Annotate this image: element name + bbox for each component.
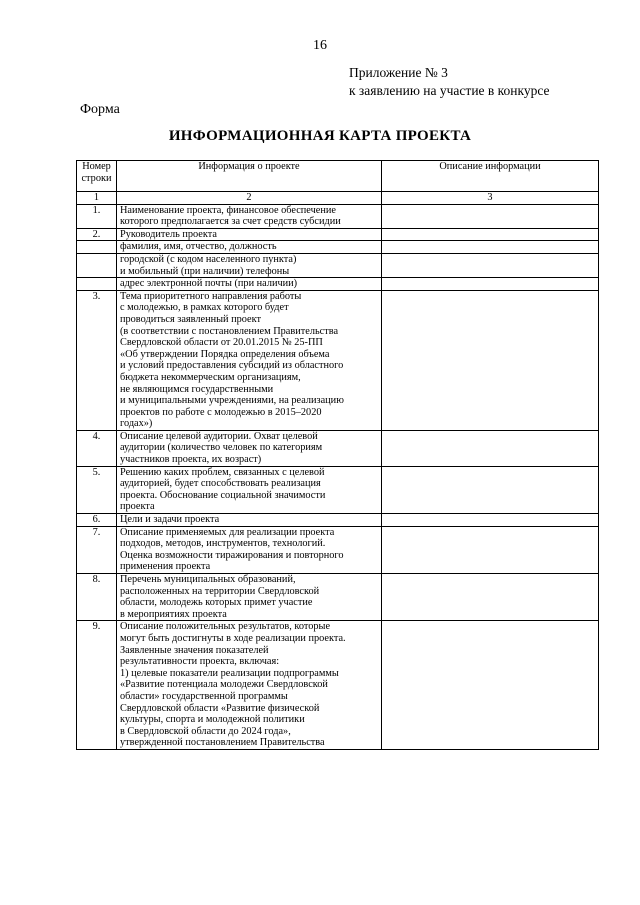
description-input-cell[interactable]	[382, 228, 599, 241]
project-info-line: «Развитие потенциала молодежи Свердловской	[120, 679, 328, 691]
project-info-cell	[117, 466, 382, 513]
table-row	[77, 253, 599, 277]
description-input-cell[interactable]	[382, 430, 599, 466]
row-number: 2.	[77, 228, 117, 241]
project-info-line: могут быть достигнуты в ходе реализации проекта.	[120, 632, 346, 644]
project-info-line: бюджета некоммерческим организациям,	[120, 371, 301, 383]
project-info-line: (в соответствии с постановлением Правительства	[120, 325, 339, 337]
description-input-cell[interactable]	[382, 526, 599, 573]
project-info-line: области» государственной программы	[120, 690, 288, 702]
column-index: 3	[382, 192, 599, 205]
project-info-line: и условий предоставления субсидий из областного	[120, 360, 344, 372]
project-info-line: в Свердловской области до 2024 года»,	[120, 725, 291, 737]
project-info-cell	[117, 241, 382, 254]
description-input-cell[interactable]	[382, 241, 599, 254]
project-info-cell	[117, 204, 382, 228]
row-number: 5.	[77, 466, 117, 513]
project-info-line: Решению каких проблем, связанных с целевой	[120, 466, 325, 478]
project-info-line: Заявленные значения показателей	[120, 644, 269, 656]
project-info-cell	[117, 526, 382, 573]
project-info-line: в мероприятиях проекта	[120, 608, 227, 620]
project-info-line: Свердловской области от 20.01.2015 № 25-ПП	[120, 337, 323, 349]
project-info-line: применения проекта	[120, 561, 211, 573]
row-number	[77, 241, 117, 254]
table-row	[77, 466, 599, 513]
table-header-row	[77, 161, 599, 192]
row-number	[77, 253, 117, 277]
table-row	[77, 574, 599, 621]
project-info-line: проекта. Обоснование социальной значимости	[120, 489, 326, 501]
row-number: 8.	[77, 574, 117, 621]
header-row-number-line-1: Номер	[82, 161, 111, 172]
project-info-cell	[117, 290, 382, 430]
project-info-line: «Об утверждении Порядка определения объема	[120, 348, 330, 360]
row-number: 7.	[77, 526, 117, 573]
project-info-line: утвержденной постановлением Правительства	[120, 737, 325, 749]
project-info-line: проекта	[120, 501, 155, 513]
row-number: 1.	[77, 204, 117, 228]
project-info-line: проводиться заявленный проект	[120, 313, 261, 325]
row-number	[77, 278, 117, 291]
project-info-line: и муниципальными учреждениями, на реализацию	[120, 395, 344, 407]
table-row	[77, 514, 599, 527]
description-input-cell[interactable]	[382, 278, 599, 291]
document-title: ИНФОРМАЦИОННАЯ КАРТА ПРОЕКТА	[168, 128, 472, 144]
appendix-line-1: Приложение № 3	[349, 65, 448, 80]
column-index-row	[77, 192, 599, 205]
project-info-line: с молодежью, в рамках которого будет	[120, 302, 289, 314]
row-number: 3.	[77, 290, 117, 430]
row-number: 4.	[77, 430, 117, 466]
description-input-cell[interactable]	[382, 290, 599, 430]
description-input-cell[interactable]	[382, 466, 599, 513]
project-info-line: проектов по работе с молодежью в 2015–2020	[120, 406, 322, 418]
project-info-line: Руководитель проекта	[120, 228, 217, 240]
description-input-cell[interactable]	[382, 514, 599, 527]
project-info-line: аудиторией, будет способствовать реализация	[120, 478, 321, 490]
project-info-cell	[117, 278, 382, 291]
appendix-line-2: к заявлению на участие в конкурсе	[349, 83, 550, 98]
project-info-line: Перечень муниципальных образований,	[120, 574, 296, 585]
project-info-line: годах»)	[120, 418, 153, 430]
table-row	[77, 228, 599, 241]
description-input-cell[interactable]	[382, 204, 599, 228]
page-number: 16	[313, 38, 327, 53]
project-info-line: Описание положительных результатов, которые	[120, 621, 331, 633]
header-row-number-line-2: строки	[81, 172, 112, 184]
project-info-line: и мобильный (при наличии) телефоны	[120, 265, 290, 277]
row-number: 9.	[77, 621, 117, 750]
description-input-cell[interactable]	[382, 621, 599, 750]
appendix-heading	[349, 64, 550, 100]
column-index: 2	[117, 192, 382, 205]
column-index: 1	[77, 192, 117, 205]
table-row	[77, 621, 599, 750]
description-input-cell[interactable]	[382, 574, 599, 621]
row-number: 6.	[77, 514, 117, 527]
project-info-line: 1) целевые показатели реализации подпрограммы	[120, 667, 339, 679]
project-info-cell	[117, 574, 382, 621]
project-info-line: аудитории (количество человек по категориям	[120, 442, 323, 454]
project-info-line: Оценка возможности тиражирования и повторного	[120, 549, 344, 561]
header-row-number	[77, 161, 117, 192]
header-project-info: Информация о проекте	[117, 161, 382, 192]
project-info-line: городской (с кодом населенного пункта)	[120, 253, 297, 265]
project-info-line: результативности проекта, включая:	[120, 656, 280, 668]
table-row	[77, 290, 599, 430]
form-label: Форма	[80, 102, 120, 117]
project-info-line: фамилия, имя, отчество, должность	[120, 241, 277, 253]
project-info-line: которого предполагается за счет средств субсидии	[120, 216, 341, 228]
project-info-line: расположенных на территории Свердловской	[120, 585, 320, 597]
table-row	[77, 204, 599, 228]
project-info-line: Цели и задачи проекта	[120, 514, 220, 526]
project-info-line: области, молодежь которых примет участие	[120, 597, 313, 609]
table-row	[77, 526, 599, 573]
project-info-line: Описание целевой аудитории. Охват целевой	[120, 430, 318, 442]
project-info-cell	[117, 253, 382, 277]
project-info-table	[76, 160, 599, 750]
description-input-cell[interactable]	[382, 253, 599, 277]
project-info-line: подходов, методов, инструментов, технологий.	[120, 538, 326, 550]
project-info-line: не являющимся государственными	[120, 383, 274, 395]
project-info-line: Тема приоритетного направления работы	[120, 290, 302, 302]
table-row	[77, 278, 599, 291]
project-info-cell	[117, 514, 382, 527]
project-info-cell	[117, 430, 382, 466]
project-info-line: культуры, спорта и молодежной политики	[120, 714, 305, 726]
project-info-line: Описание применяемых для реализации проекта	[120, 526, 335, 538]
project-info-line: адрес электронной почты (при наличии)	[120, 278, 298, 290]
project-info-line: Наименование проекта, финансовое обеспечение	[120, 204, 336, 216]
project-info-line: Свердловской области «Развитие физической	[120, 702, 320, 714]
table-row	[77, 430, 599, 466]
project-info-line: участников проекта, их возраст)	[120, 454, 262, 466]
table-row	[77, 241, 599, 254]
project-info-cell	[117, 621, 382, 750]
project-info-cell	[117, 228, 382, 241]
header-info-description: Описание информации	[382, 161, 599, 192]
